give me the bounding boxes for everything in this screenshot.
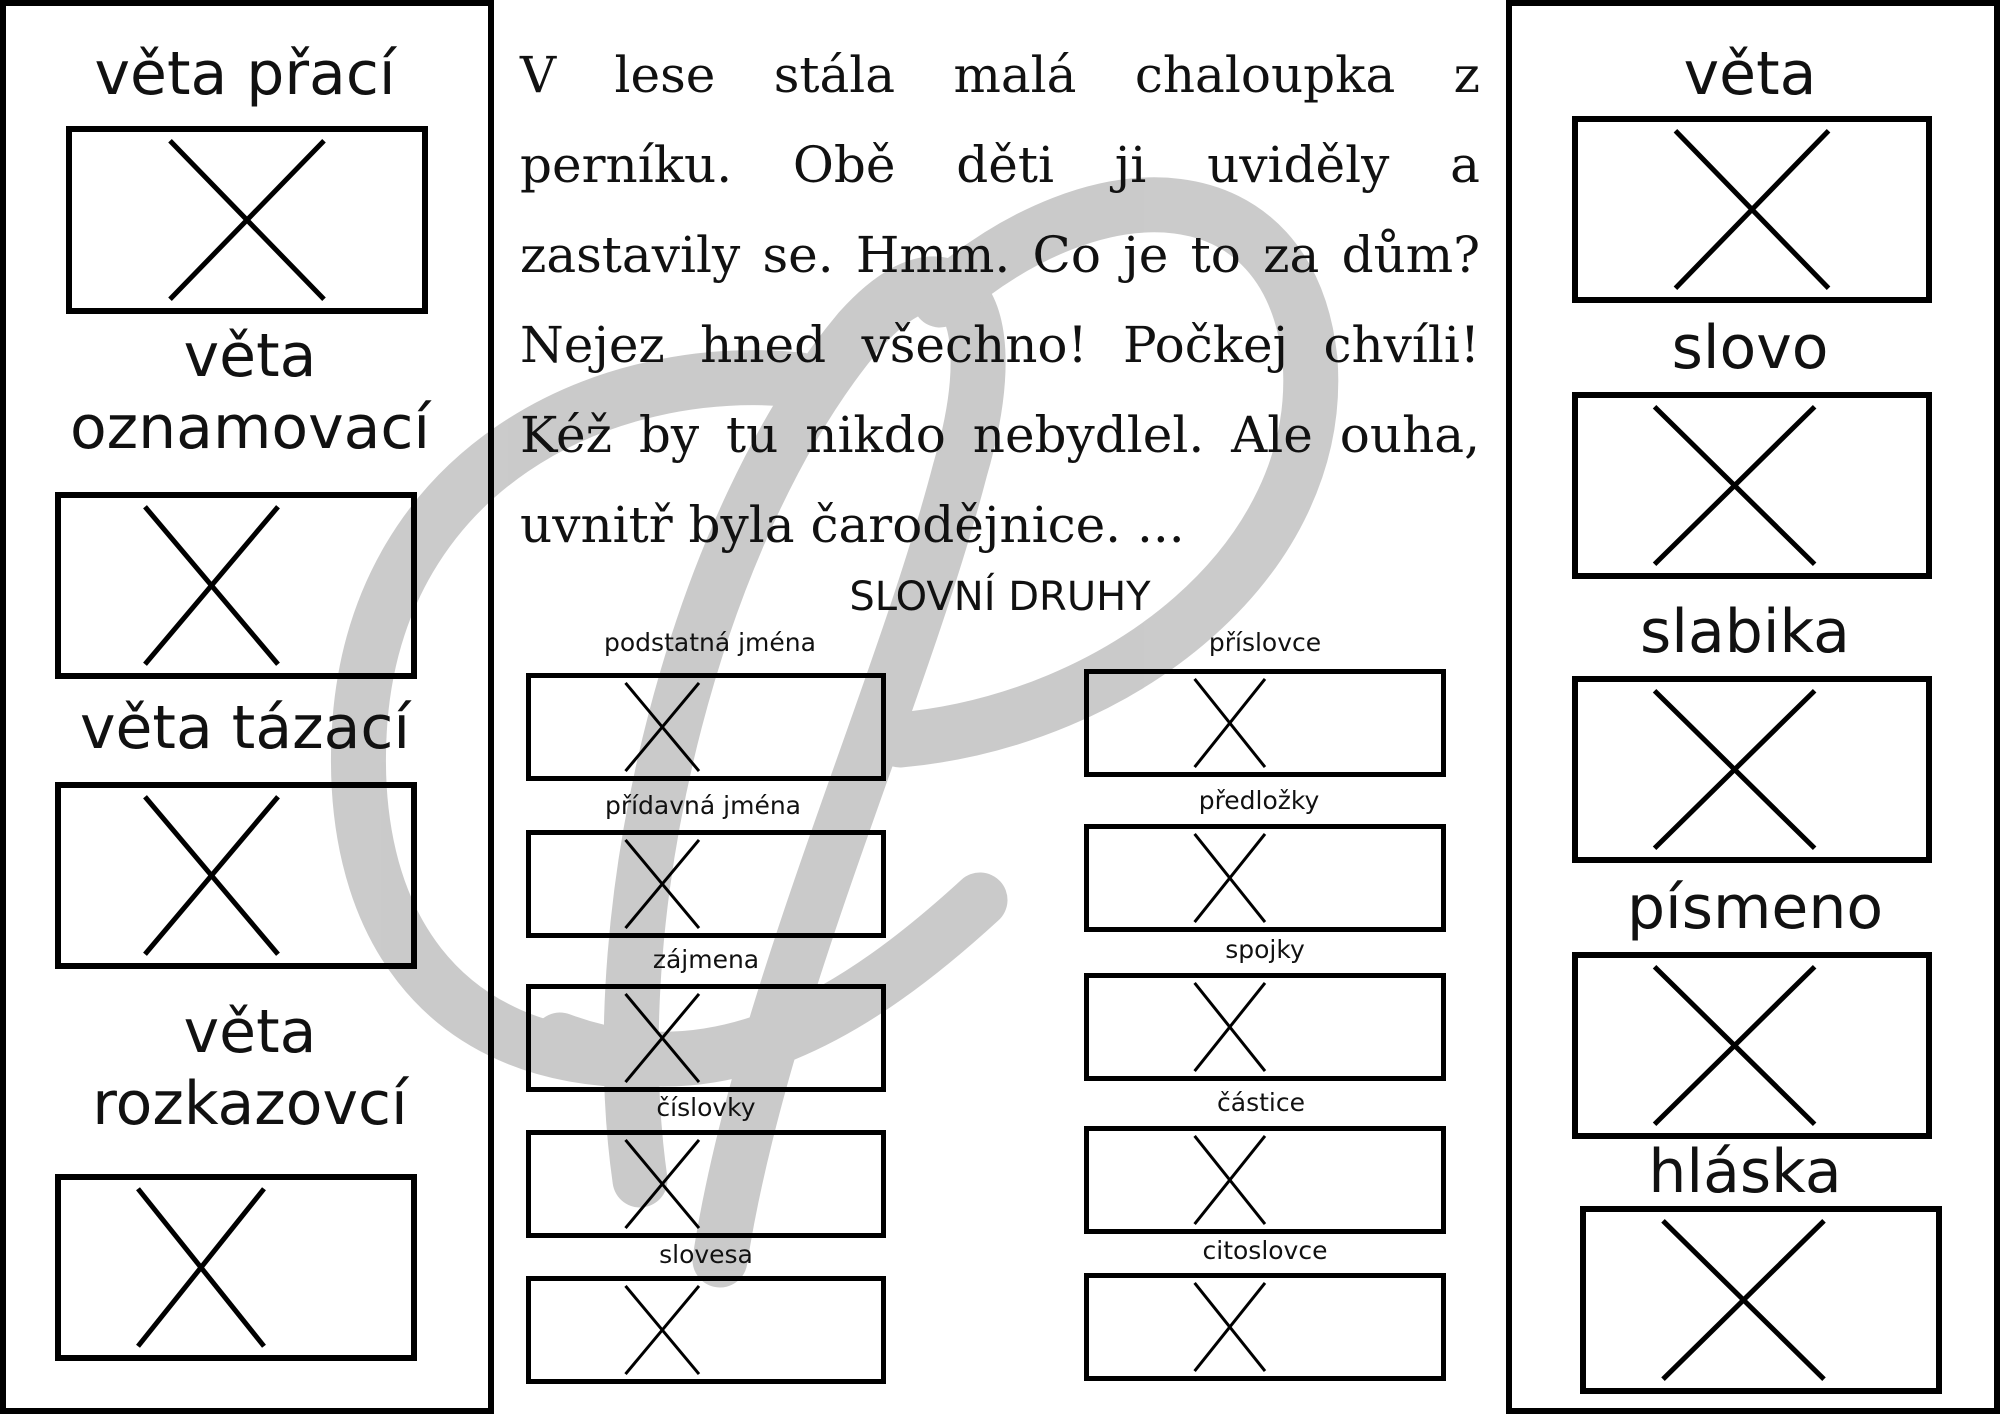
image-placeholder-veta — [1572, 116, 1932, 303]
section-title: SLOVNÍ DRUHY — [849, 574, 1151, 620]
x-placeholder-icon — [1089, 978, 1441, 1076]
label-predlozky: předložky — [1198, 786, 1320, 815]
x-placeholder-icon — [531, 1281, 881, 1379]
image-placeholder-hlaska — [1580, 1206, 1942, 1394]
label-cislovky: číslovky — [656, 1093, 756, 1122]
x-placeholder-icon — [531, 1135, 881, 1233]
x-placeholder-icon — [1578, 122, 1926, 297]
x-placeholder-icon — [531, 989, 881, 1087]
x-placeholder-icon — [72, 132, 422, 308]
x-placeholder-icon — [61, 498, 411, 673]
image-placeholder-slabika — [1572, 676, 1932, 863]
x-placeholder-icon — [61, 788, 411, 963]
label-pismeno: písmeno — [1626, 873, 1884, 943]
x-placeholder-icon — [1089, 1131, 1441, 1229]
label-prislovce: příslovce — [1208, 628, 1322, 657]
label-hlaska: hláska — [1648, 1137, 1842, 1207]
label-slovo: slovo — [1671, 313, 1829, 383]
image-placeholder-slovesa — [526, 1276, 886, 1384]
label-pridavna-jmena: přídavná jména — [604, 791, 802, 820]
x-placeholder-icon — [61, 1180, 411, 1355]
label-citoslovce: citoslovce — [1202, 1236, 1328, 1265]
label-veta-oznamovaci: věta oznamovací — [69, 321, 431, 463]
label-castice: částice — [1217, 1088, 1305, 1117]
x-placeholder-icon — [531, 678, 881, 776]
image-placeholder-pismeno — [1572, 952, 1932, 1139]
image-placeholder-veta-praci — [66, 126, 428, 314]
image-placeholder-pridavna-jmena — [526, 830, 886, 938]
label-veta: věta — [1683, 39, 1817, 109]
label-spojky: spojky — [1225, 935, 1305, 964]
label-veta-praci: věta přací — [94, 39, 396, 109]
x-placeholder-icon — [1089, 829, 1441, 927]
image-placeholder-citoslovce — [1084, 1273, 1446, 1381]
x-placeholder-icon — [1578, 958, 1926, 1133]
x-placeholder-icon — [1089, 1278, 1441, 1376]
x-placeholder-icon — [1578, 398, 1926, 573]
label-podstatna-jmena: podstatná jména — [604, 628, 816, 657]
image-placeholder-podstatna-jmena — [526, 673, 886, 781]
x-placeholder-icon — [1586, 1212, 1936, 1388]
image-placeholder-cislovky — [526, 1130, 886, 1238]
image-placeholder-prislovce — [1084, 669, 1446, 777]
image-placeholder-predlozky — [1084, 824, 1446, 932]
label-veta-rozkazovci: věta rozkazovcí — [92, 997, 408, 1139]
image-placeholder-castice — [1084, 1126, 1446, 1234]
image-placeholder-veta-rozkazovci — [55, 1174, 417, 1361]
x-placeholder-icon — [531, 835, 881, 933]
image-placeholder-spojky — [1084, 973, 1446, 1081]
story-text: V lese stála malá chaloupka z perníku. Obě děti ji uviděly a zastavily se. Hmm. Co je to za dům? Nejez hned všechno! Počkej chvíli! Kéž by tu nikdo nebydlel. Ale ouha, uvnitř byla čarodějnice. ... — [520, 46, 1480, 554]
x-placeholder-icon — [1089, 674, 1441, 772]
label-slabika: slabika — [1640, 597, 1850, 667]
image-placeholder-veta-oznamovaci — [55, 492, 417, 679]
image-placeholder-slovo — [1572, 392, 1932, 579]
label-slovesa: slovesa — [659, 1240, 753, 1269]
label-zajmena: zájmena — [652, 945, 760, 974]
image-placeholder-veta-tazaci — [55, 782, 417, 969]
image-placeholder-zajmena — [526, 984, 886, 1092]
label-veta-tazaci: věta tázací — [80, 693, 410, 763]
x-placeholder-icon — [1578, 682, 1926, 857]
